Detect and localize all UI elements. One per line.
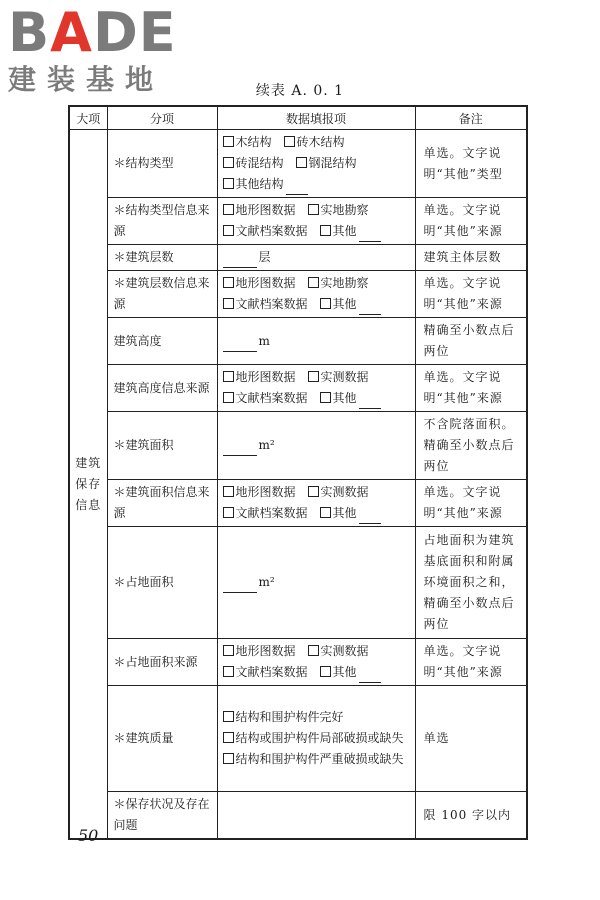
checkbox-icon [284, 136, 295, 147]
checkbox-icon [223, 225, 234, 236]
checkbox-icon [223, 711, 234, 722]
note-cell: 单选。文字说明“其他”来源 [415, 365, 527, 412]
checkbox-option[interactable]: 地形图数据 [223, 276, 296, 290]
table-caption: 续表 A. 0. 1 [255, 83, 345, 99]
checkbox-icon [223, 732, 234, 743]
checkbox-option[interactable]: 实地勘察 [308, 203, 369, 217]
checkbox-option[interactable]: 文献档案数据 [223, 391, 308, 405]
checkbox-option[interactable]: 结构和围护构件严重破损或缺失 [223, 749, 410, 770]
checkbox-option[interactable]: 结构和围护构件完好 [223, 707, 410, 728]
checkbox-icon [223, 298, 234, 309]
checkbox-option[interactable]: 木结构 [223, 135, 272, 149]
fill-cell: m² [217, 527, 415, 639]
table-row [69, 792, 527, 840]
sub-item: 建筑高度信息来源 [107, 365, 217, 412]
checkbox-icon [223, 277, 234, 288]
fill-cell [217, 130, 415, 198]
checkbox-icon [320, 225, 331, 236]
sub-item: ＊结构类型 [107, 130, 217, 198]
fill-blank[interactable] [359, 301, 381, 315]
table-row [69, 527, 527, 639]
table-row [69, 198, 527, 245]
checkbox-icon [223, 136, 234, 147]
sub-item: ＊保存状况及存在问题 [107, 792, 217, 840]
checkbox-option[interactable]: 文献档案数据 [223, 224, 308, 238]
checkbox-option[interactable]: 地形图数据 [223, 203, 296, 217]
logo-wordmark: BADE [8, 1, 177, 64]
fill-cell [217, 271, 415, 318]
fill-cell: 层 [217, 245, 415, 271]
table-row [69, 365, 527, 412]
note-cell: 建筑主体层数 [415, 245, 527, 271]
table-row [69, 686, 527, 792]
note-cell: 单选。文字说明“其他”来源 [415, 271, 527, 318]
checkbox-option[interactable]: 文献档案数据 [223, 665, 308, 679]
checkbox-option[interactable]: 砖木结构 [284, 135, 345, 149]
header-major: 大项 [69, 106, 107, 130]
sub-item: ＊建筑面积信息来源 [107, 480, 217, 527]
checkbox-option[interactable]: 钢混结构 [296, 156, 357, 170]
checkbox-icon [223, 178, 234, 189]
fill-blank[interactable] [223, 442, 257, 456]
fill-cell [217, 686, 415, 792]
checkbox-icon [223, 753, 234, 764]
sub-item: ＊建筑层数信息来源 [107, 271, 217, 318]
sub-item: 建筑高度 [107, 318, 217, 365]
checkbox-icon [296, 157, 307, 168]
sub-item: ＊建筑层数 [107, 245, 217, 271]
checkbox-option[interactable]: 地形图数据 [223, 644, 296, 658]
fill-cell: m [217, 318, 415, 365]
checkbox-icon [308, 645, 319, 656]
table-row [69, 480, 527, 527]
checkbox-option[interactable]: 砖混结构 [223, 156, 284, 170]
checkbox-icon [223, 666, 234, 677]
checkbox-icon [320, 298, 331, 309]
checkbox-option[interactable]: 地形图数据 [223, 370, 296, 384]
fill-blank[interactable] [359, 510, 381, 524]
fill-blank[interactable] [223, 579, 257, 593]
note-cell: 单选。文字说明“其他”类型 [415, 130, 527, 198]
checkbox-option[interactable]: 实测数据 [308, 485, 369, 499]
checkbox-option[interactable]: 其他 [320, 506, 383, 520]
checkbox-option[interactable]: 实测数据 [308, 370, 369, 384]
logo-subtitle: 建装基地 [8, 63, 165, 96]
sub-item: ＊建筑质量 [107, 686, 217, 792]
checkbox-option[interactable]: 文献档案数据 [223, 297, 308, 311]
sub-item: ＊占地面积 [107, 527, 217, 639]
table-header-row [69, 106, 527, 130]
checkbox-icon [308, 277, 319, 288]
fill-cell [217, 480, 415, 527]
note-cell: 单选 [415, 686, 527, 792]
checkbox-icon [223, 486, 234, 497]
sub-item: ＊建筑面积 [107, 412, 217, 480]
table-row [69, 318, 527, 365]
fill-cell [217, 198, 415, 245]
fill-blank[interactable] [223, 254, 257, 268]
checkbox-icon [308, 204, 319, 215]
checkbox-option[interactable]: 其他 [320, 665, 383, 679]
checkbox-icon [320, 666, 331, 677]
checkbox-icon [223, 507, 234, 518]
note-cell: 单选。文字说明“其他”来源 [415, 480, 527, 527]
note-cell: 单选。文字说明“其他”来源 [415, 639, 527, 686]
checkbox-icon [308, 371, 319, 382]
note-cell: 单选。文字说明“其他”来源 [415, 198, 527, 245]
fill-cell[interactable] [217, 792, 415, 840]
table-row [69, 271, 527, 318]
fill-blank[interactable] [359, 395, 381, 409]
checkbox-icon [223, 371, 234, 382]
fill-cell [217, 639, 415, 686]
checkbox-option[interactable]: 其他 [320, 297, 383, 311]
note-cell: 精确至小数点后两位 [415, 318, 527, 365]
checkbox-option[interactable]: 其他结构 [223, 177, 310, 191]
table-row [69, 245, 527, 271]
data-table [68, 105, 528, 840]
fill-blank[interactable] [359, 669, 381, 683]
checkbox-icon [320, 392, 331, 403]
table-row [69, 412, 527, 480]
fill-cell: m² [217, 412, 415, 480]
sub-item: ＊占地面积来源 [107, 639, 217, 686]
header-sub: 分项 [107, 106, 217, 130]
note-cell: 不含院落面积。精确至小数点后两位 [415, 412, 527, 480]
checkbox-option[interactable]: 其他 [320, 224, 383, 238]
note-cell: 占地面积为建筑基底面积和附属环境面积之和，精确至小数点后两位 [415, 527, 527, 639]
checkbox-option[interactable]: 其他 [320, 391, 383, 405]
header-note: 备注 [415, 106, 527, 130]
checkbox-option[interactable]: 实测数据 [308, 644, 369, 658]
checkbox-icon [223, 392, 234, 403]
checkbox-option[interactable]: 文献档案数据 [223, 506, 308, 520]
fill-blank[interactable] [223, 338, 257, 352]
sub-item: ＊结构类型信息来源 [107, 198, 217, 245]
checkbox-icon [320, 507, 331, 518]
checkbox-icon [308, 486, 319, 497]
page-number: 50 [78, 826, 99, 845]
checkbox-icon [223, 157, 234, 168]
table-row [69, 130, 527, 198]
checkbox-option[interactable]: 地形图数据 [223, 485, 296, 499]
fill-cell [217, 365, 415, 412]
major-category: 建筑保存信息 [69, 130, 107, 840]
checkbox-icon [223, 204, 234, 215]
note-cell: 限 100 字以内 [415, 792, 527, 840]
header-fill: 数据填报项 [217, 106, 415, 130]
checkbox-option[interactable]: 结构或围护构件局部破损或缺失 [223, 728, 410, 749]
fill-blank[interactable] [359, 228, 381, 242]
fill-blank[interactable] [286, 181, 308, 195]
table-row [69, 639, 527, 686]
checkbox-icon [223, 645, 234, 656]
checkbox-option[interactable]: 实地勘察 [308, 276, 369, 290]
